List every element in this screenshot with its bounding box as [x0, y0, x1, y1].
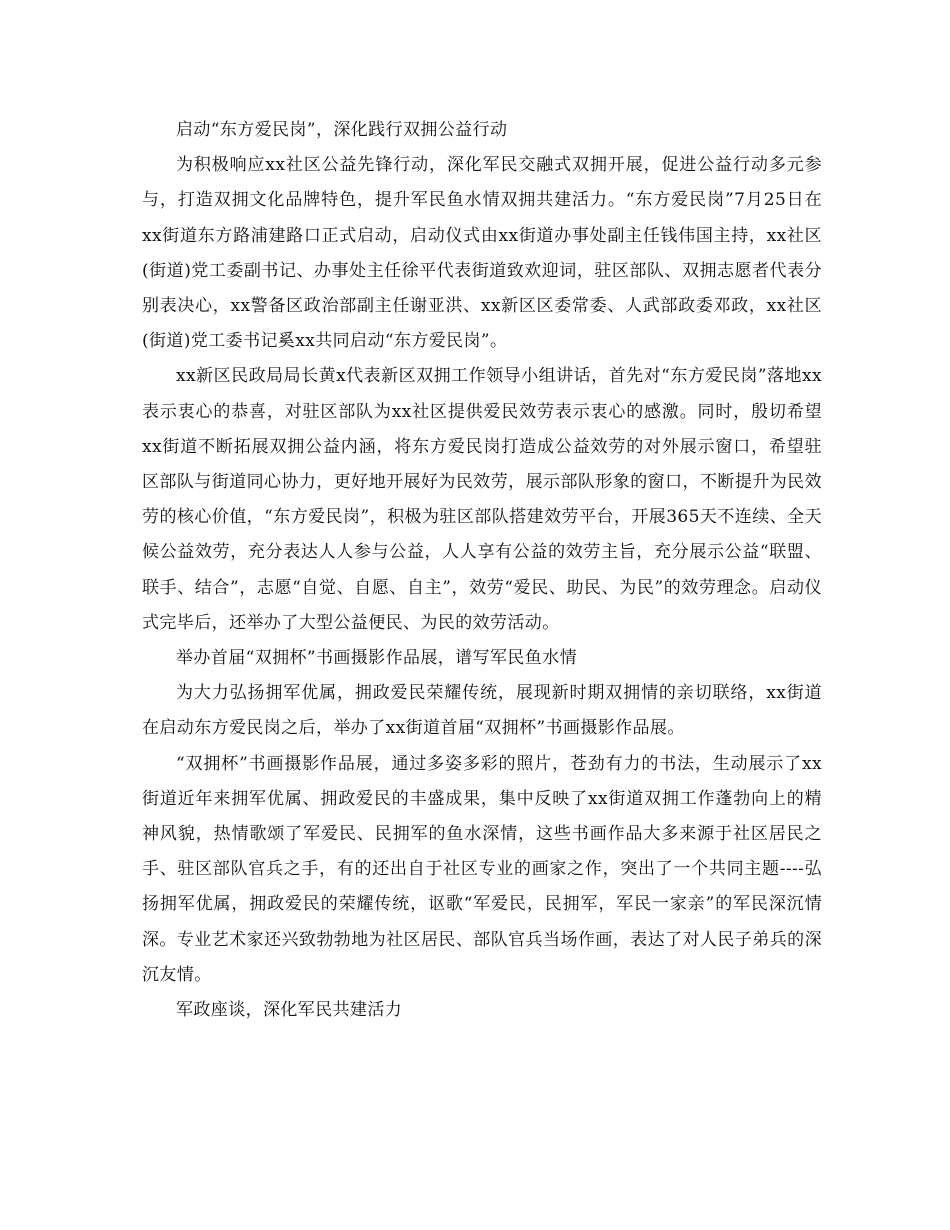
section-heading-dongfang-aiming-gang: 启动“东方爱民岗”，深化践行双拥公益行动 [176, 120, 508, 140]
section-heading-military-forum: 军政座谈，深化军民共建活力 [176, 1000, 403, 1021]
body-paragraph-exhibition-intro: 为大力弘扬拥军优属，拥政爱民荣耀传统，展现新时期双拥情的亲切联络，xx街道在启动东方爱民岗之后，举办了xx街道首届“双拥杯”书画摄影作品展。 [142, 683, 822, 739]
body-paragraph-speech: xx新区民政局局长黄x代表新区双拥工作领导小组讲话，首先对“东方爱民岗”落地xx表示衷心的恭喜，对驻区部队为xx社区提供爱民效劳表示衷心的感激。同时，殷切希望xx街道不断拓展双拥公益内涵，将东方爱民岗打造成公益效劳的对外展示窗口，希望驻区部队与街道同心协力，更好地开展好为民效劳，展示部队形象的窗口，不断提升为民效劳的核心价值，“东方爱民岗”，积极为驻区部队搭建效劳平台，开展365天不连续、全天候公益效劳，充分表达人人参与公益，人人享有公益的效劳主旨，充分展示公益“联盟、联手、结合”，志愿“自觉、自愿、自主”，效劳“爱民、助民、为民”的效劳理念。启动仪式完毕后，还举办了大型公益便民、为民的效劳活动。 [142, 366, 822, 633]
document-body [142, 113, 822, 1028]
body-paragraph-exhibition-detail: “双拥杯”书画摄影作品展，通过多姿多彩的照片，苍劲有力的书法，生动展示了xx街道近年来拥军优属、拥政爱民的丰盛成果，集中反映了xx街道双拥工作蓬勃向上的精神风貌，热情歌颂了军爱民、民拥军的鱼水深情，这些书画作品大多来源于社区居民之手、驻区部队官兵之手，有的还出自于社区专业的画家之作，突出了一个共同主题----弘扬拥军优属，拥政爱民的荣耀传统，讴歌“军爱民，民拥军，军民一家亲”的军民深沉情深。专业艺术家还兴致勃勃地为社区居民、部队官兵当场作画，表达了对人民子弟兵的深沉友情。 [142, 753, 822, 985]
body-paragraph-launch-event: 为积极响应xx社区公益先锋行动，深化军民交融式双拥开展，促进公益行动多元参与，打造双拥文化品牌特色，提升军民鱼水情双拥共建活力。“东方爱民岗”7月25日在xx街道东方路浦建路口正式启动，启动仪式由xx街道办事处副主任钱伟国主持，xx社区(街道)党工委副书记、办事处主任徐平代表街道致欢迎词，驻区部队、双拥志愿者代表分别表决心，xx警备区政治部副主任谢亚洪、xx新区区委常委、人武部政委邓政，xx社区(街道)党工委书记奚xx共同启动“东方爱民岗”。 [142, 155, 822, 352]
section-heading-art-exhibition: 举办首届“双拥杯”书画摄影作品展，谱写军民鱼水情 [176, 648, 577, 669]
